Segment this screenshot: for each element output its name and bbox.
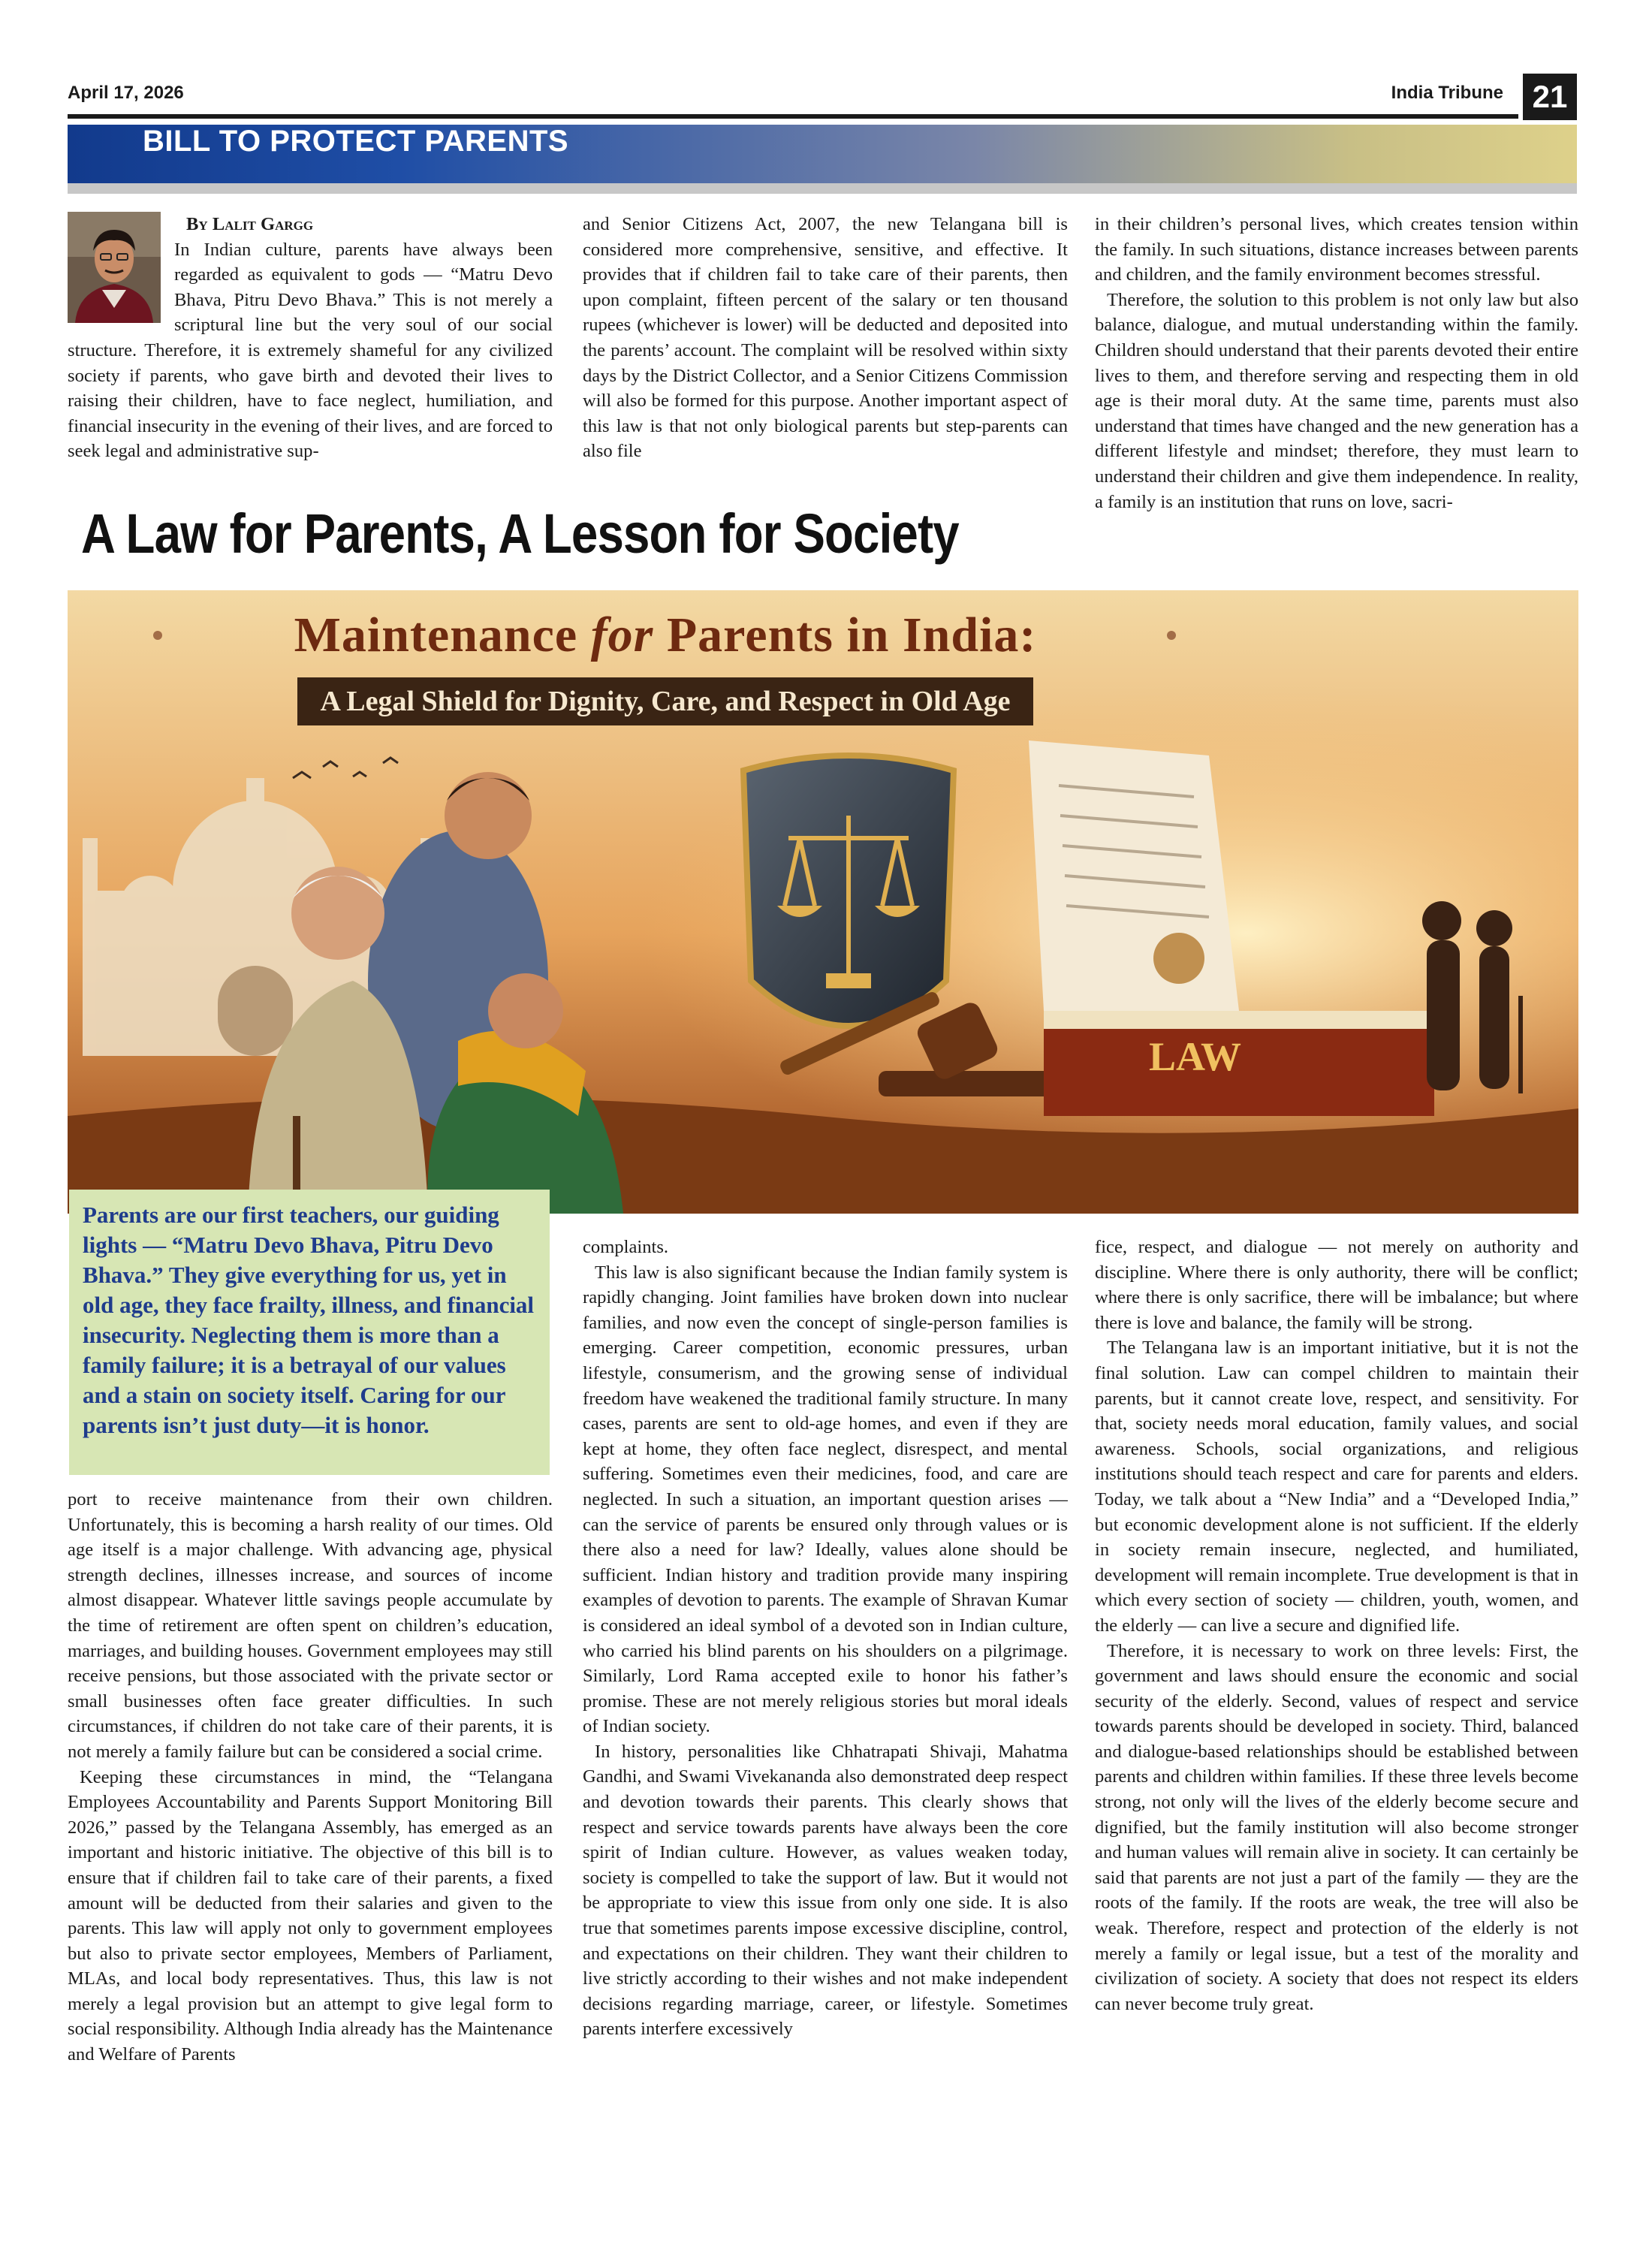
pull-quote: Parents are our first teachers, our guiding lights — “Matru Devo Bhava, Pitru Devo Bhava.” They give everything for us, yet in old age, they face frailty, illness, and financial insecurity. Neglecting them is more than a family failure; it is a betrayal of our values and a stain on society itself. Caring for our parents isn’t just duty—it is honor. (69, 1190, 550, 1475)
article-paragraph: and Senior Citizens Act, 2007, the new Telangana bill is considered more comprehensive, sensitive, and effective. It provides that if children fail to take care of their parents, then upon complaint, fifteen percent of the salary or ten thousand rupees (whichever is lower) will be deducted and deposited into the parents’ account. The complaint will be resolved within sixty days by the District Collector, and a Senior Citizens Commission will also be formed for this purpose. Another important aspect of this law is that not only biological parents but step-parents can also file (583, 214, 1068, 462)
section-title: BILL TO PROTECT PARENTS (143, 125, 569, 158)
illustration-title-part: for (590, 608, 654, 662)
article-column-1-top (68, 212, 553, 482)
article-paragraph: Therefore, the solution to this problem is not only law but also balance, dialogue, and mutual understanding within the family. Children should understand that their parents devoted their entire lives to them, and therefore serving and respecting them in old age is their moral duty. At the same time, parents must also understand that times have changed and the new generation has a different lifestyle and mindset; therefore, they must learn to understand their children and give them independence. In reality, a family is an institution that runs on love, sacri- (1095, 289, 1578, 512)
illustration-title-part: Maintenance (294, 608, 591, 662)
article-column-1-bottom (68, 1487, 553, 2223)
article-paragraph: port to receive maintenance from their own children. Unfortunately, this is becoming a harsh reality of our times. Old age itself is a major challenge. With advancing age, physical strength declines, illnesses increase, and sources of income almost disappear. Whatever little savings people accumulate by the time of retirement are often spent on children’s education, marriages, and building houses. Government employees may still receive pensions, but those associated with the private sector or small businesses often face greater difficulties. In such circumstances, if children do not take care of their parents, it is not merely a family failure but can be considered a social crime. (68, 1489, 553, 1762)
article-paragraph: This law is also significant because the Indian family system is rapidly changing. Joint families have broken down into nuclear families, and now even the concept of single-person families is emerging. Career competition, economic pressures, urban lifestyle, consumerism, and the growing sense of individual freedom have weakened the traditional family structure. In many cases, parents are sent to old-age homes, and even if they are kept at home, they often face neglect, disrespect, and mental suffering. Sometimes even their medicines, food, and care are neglected. In such a situation, an important question arises — can the service of parents be ensured only through values or is there also a need for law? Ideally, values alone should be sufficient. Indian history and tradition provide many inspiring examples of devotion to parents. The example of Shravan Kumar is considered an ideal symbol of a devoted son in Indian culture, who carried his blind parents on his shoulders on a pilgrimage. Similarly, Lord Rama accepted exile to honor his father’s promise. These are not merely religious stories but moral ideals of Indian society. (583, 1262, 1068, 1737)
article-paragraph: Keeping these circumstances in mind, the “Telangana Employees Accountability and Parents Support Monitoring Bill 2026,” passed by the Telangana Assembly, has emerged as an important and historic initiative. The objective of this bill is to ensure that if children fail to take care of their parents, a fixed amount will be deducted from their salaries and given to the parents. This law will apply not only to government employees but also to private sector employees, Members of Parliament, MLAs, and local body representatives. Thus, this law is not merely a legal provision but an attempt to give legal form to social responsibility. Although India already has the Maintenance and Welfare of Parents (68, 1766, 553, 2065)
illustration-title-part: Parents in India: (653, 608, 1037, 662)
publication-name: India Tribune (1391, 83, 1503, 103)
article-column-2-top (583, 212, 1068, 482)
article-paragraph: In Indian culture, parents have always been regarded as equivalent to gods — “Matru Devo Bhava, Pitru Devo Bhava.” This is not merely a scriptural line but the very soul of our social structure. Therefore, it is extremely shameful for any civilized society if parents, who gave birth and devoted their lives to raising their children, have to face neglect, humiliation, and financial insecurity in the evening of their lives, and are forced to seek legal and administrative sup- (68, 239, 553, 462)
article-paragraph: complaints. (583, 1237, 669, 1257)
article-column-3-bottom (1095, 1235, 1578, 2226)
illustration-title (68, 607, 1263, 664)
article-paragraph: fice, respect, and dialogue — not merely on authority and discipline. Where there is only authority, there will be conflict; where there is only sacrifice, there will be imbalance; but where there is love and balance, the family will be strong. (1095, 1237, 1578, 1333)
article-column-2-bottom (583, 1235, 1068, 2226)
banner-underline (68, 183, 1577, 194)
issue-date: April 17, 2026 (68, 83, 184, 103)
section-banner (68, 125, 1577, 183)
illustration-subtitle: A Legal Shield for Dignity, Care, and Respect in Old Age (297, 677, 1033, 725)
article-illustration (68, 590, 1578, 1214)
page-number: 21 (1523, 74, 1577, 120)
article-paragraph: In history, personalities like Chhatrapati Shivaji, Mahatma Gandhi, and Swami Vivekananda also demonstrated deep respect and devotion towards their parents. This clearly shows that respect and service towards parents have always been the core spirit of Indian culture. However, as values weaken today, society is compelled to take the support of law. But it would not be appropriate to view this issue from only one side. It is also true that sometimes parents impose excessive discipline, control, and expectations on their children. They want their children to live strictly according to their wishes and not make independent decisions regarding marriage, career, or lifestyle. Sometimes parents interfere excessively (583, 1741, 1068, 2040)
article-column-3-top (1095, 212, 1578, 584)
book-label: LAW (1149, 1034, 1242, 1079)
article-paragraph: Therefore, it is necessary to work on three levels: First, the government and laws should ensure the economic and social security of the elderly. Second, values of respect and service towards parents should be developed in society. Third, balanced and dialogue-based relationships should be established between parents and children within families. If these three levels become strong, not only will the lives of the elderly become secure and dignified, but the family institution will also become stronger and human values will remain alive in society. It can certainly be said that parents are not just a part of the family — they are the roots of the family. If the roots are weak, the tree will also be weak. Therefore, respect and protection of the elderly is not merely a family or legal issue, but a test of the morality and civilization of society. A society that does not respect its elders can never become truly great. (1095, 1640, 1578, 2014)
article-headline: A Law for Parents, A Lesson for Society (81, 502, 959, 565)
article-paragraph: The Telangana law is an important initiative, but it is not the final solution. Law can compel children to maintain their parents, but it cannot create love, respect, and sensitivity. For that, society needs moral education, family values, and social awareness. Schools, social organizations, and religious institutions should teach respect and care for parents and elders. Today, we talk about a “New India” and a “Developed India,” but economic development alone is not sufficient. If the elderly in society remain insecure, neglected, and humiliated, development will remain incomplete. True development is that in which every section of society — children, youth, women, and the elderly — can live a secure and dignified life. (1095, 1338, 1578, 1636)
header-rule (68, 114, 1518, 119)
article-paragraph: in their children’s personal lives, which creates tension within the family. In such situations, distance increases between parents and children, and the family environment becomes stressful. (1095, 214, 1578, 285)
byline: By Lalit Gargg (186, 214, 314, 234)
